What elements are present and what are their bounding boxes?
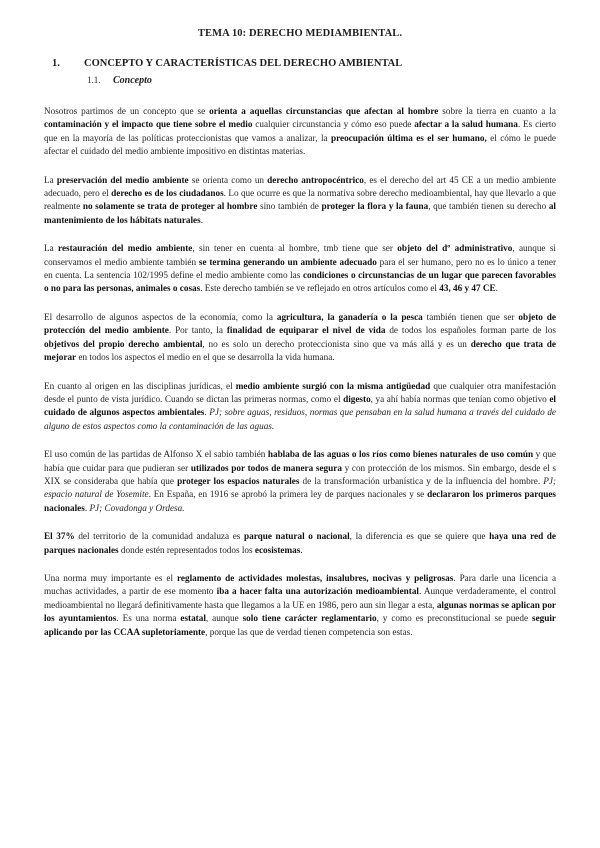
text-run: . Para darle una licencia a muchas actividades, a partir de ese momento	[44, 572, 557, 597]
text-run: . Es cierto que en la mayoría de las políticas proteccionistas que vamos a analizar, la	[44, 119, 556, 143]
section-heading	[52, 58, 402, 69]
bold-run: derecho que trata de mejorar	[44, 338, 556, 363]
text-run: . Por tanto, la	[168, 325, 227, 336]
text-run: , sin tener en cuenta al hombre, tmb tiene que ser	[192, 243, 398, 254]
text-run: Una norma muy importante es el	[44, 572, 177, 583]
bold-run: condiciones o circunstancias de un lugar que parecen favorables o no para las personas, animales o cosas	[44, 270, 556, 294]
paragraph-3	[44, 242, 556, 296]
text-run: sino también de	[257, 201, 322, 212]
document-body	[44, 105, 556, 654]
text-run: En cuanto al origen en las disciplinas jurídicas, el	[44, 380, 236, 391]
text-run: . Aunque verdaderamente, el control medioambiental no llegará definitivamente hasta que llegamos a la UE en 1986, pero aun sin llegar a esta,	[44, 586, 556, 610]
subsection-title: Concepto	[113, 75, 152, 86]
text-run: de la transformación urbanística y de la influencia del hombre.	[299, 475, 544, 486]
bold-run: orienta a aquellas circunstancias que afectan al hombre	[209, 106, 439, 116]
bold-run: utilizados por todos de manera segura	[190, 462, 342, 473]
bold-run: objeto del dº administrativo	[397, 243, 513, 254]
bold-run: objetivos del propio derecho ambiental	[44, 338, 203, 349]
text-run: donde estén representados todos los	[118, 544, 255, 555]
text-run: también tienen que ser	[422, 311, 519, 322]
text-run: .	[495, 283, 498, 294]
paragraph-4	[44, 311, 556, 365]
bold-run: declararon los primeros parques nacionales	[44, 489, 556, 513]
subsection-number: 1.1.	[87, 75, 101, 85]
bold-run: algunas normas se aplican por los ayuntamientos	[44, 599, 556, 624]
section-title: CONCEPTO Y CARACTERÍSTICAS DEL DERECHO AMBIENTAL	[84, 58, 403, 69]
bold-run: digesto	[343, 393, 371, 404]
bold-run: iba a hacer falta una autorización medioambiental	[216, 586, 419, 597]
text-run: el cómo le puede afectar el cuidado del medio ambiente impositivo en distintas materias.	[44, 132, 556, 157]
bold-run: al mantenimiento de los hábitats naturales	[44, 201, 556, 225]
text-run: , aunque si conservamos el medio ambiente también	[44, 243, 556, 267]
text-run: La	[44, 174, 57, 185]
bold-run: contaminación y el impacto que tiene sobre el medio	[44, 119, 253, 130]
text-run: que cualquier otra manifestación desde el punto de vista jurídico. Cuando se dictan las primeras normas, como el	[44, 380, 556, 404]
text-run: , la diferencia es que se quiere que	[349, 531, 490, 542]
bold-run: haya una red de parques nacionales	[44, 531, 556, 555]
text-run: , ya ahí había normas que tenían como objetivo	[370, 393, 550, 404]
bold-run: solo tiene carácter reglamentario	[242, 613, 377, 624]
text-run: .	[200, 214, 204, 225]
text-run: , es el derecho del art 45 CE a un medio ambiente adecuado, pero el	[44, 174, 556, 199]
text-run: . Es una norma	[116, 613, 181, 624]
text-run: , porque las que de verdad tienen competencia son estas.	[205, 626, 413, 637]
bold-run: derecho antropocéntrico	[267, 174, 364, 185]
text-run: .	[204, 407, 210, 418]
document-title: TEMA 10: DERECHO MEDIAMBIENTAL.	[197, 28, 403, 39]
paragraph-8	[44, 572, 556, 639]
bold-run: estatal	[180, 613, 206, 624]
section-number: 1.	[52, 58, 60, 69]
text-run: se orienta como un	[188, 174, 268, 185]
text-run: , aunque	[205, 613, 243, 624]
italic-run: PJ; espacio natural de Yosemite	[44, 475, 557, 500]
bold-run: afectar a la salud humana	[414, 119, 518, 130]
italic-run: PJ; sobre aguas, residuos, normas que pensaban en la salud humana a través del cuidado de alguno de estos aspectos como la contaminación de las aguas.	[44, 407, 556, 431]
bold-run: objeto de protección del medio ambiente	[44, 311, 556, 336]
text-run: .	[300, 544, 303, 555]
bold-run: El 37%	[44, 531, 75, 542]
bold-run: seguir aplicando por las CCAA supletoriamente	[44, 613, 556, 637]
bold-run: preservación del medio ambiente	[56, 174, 189, 185]
paragraph-6	[44, 448, 556, 515]
text-run: sobre la tierra en cuanto a la	[438, 106, 556, 116]
text-run: , y como es preconstitucional se puede	[376, 613, 532, 624]
bold-run: hablaba de las aguas o los ríos como bienes naturales de uso común	[267, 449, 534, 460]
text-run: en todos los aspectos el medio en el que se desarrolla la vida humana.	[76, 352, 335, 363]
bold-run: restauración del medio ambiente	[58, 243, 193, 254]
text-run: El uso común de las partidas de Alfonso X el sabio también	[44, 449, 268, 460]
bold-run: se termina generando un ambiente adecuado	[198, 256, 377, 267]
text-run: y con protección de los mismos. Sin embargo, desde el s XIX se consideraba que había que	[44, 462, 557, 486]
text-run: , no es solo un derecho proteccionista sino que va más allá y es un	[202, 338, 471, 349]
bold-run: 43, 46 y 47 CE	[439, 283, 496, 294]
subsection-heading	[87, 75, 152, 86]
bold-run: proteger los espacios naturales	[177, 475, 300, 486]
text-run: para el ser humano, pero no es lo único a tener en cuenta. La sentencia 102/1995 define el medio ambiente como las	[44, 256, 557, 281]
paragraph-2	[44, 174, 556, 228]
bold-run: ecosistemas	[254, 544, 301, 555]
bold-run: el cuidado de algunos aspectos ambientales	[44, 393, 556, 418]
paragraph-5	[44, 380, 556, 434]
bold-run: proteger la flora y la fauna	[321, 201, 429, 212]
text-run: . Lo que ocurre es que la normativa sobre derecho medioambiental, hay que llevarlo a que realmente	[44, 188, 556, 212]
bold-run: parque natural o nacional	[244, 531, 350, 542]
text-run: . En España, en 1916 se aprobó la primera ley de parques nacionales y se	[148, 489, 428, 500]
bold-run: reglamento de actividades molestas, insalubres, nocivas y peligrosas	[176, 572, 454, 583]
italic-run: PJ; Covadonga y Ordesa.	[89, 502, 185, 513]
text-run: , que también tienen su derecho	[428, 201, 549, 212]
text-run: y que había que cuidar para que pudieran ser	[44, 449, 556, 473]
text-run: cualquier circunstancia y cómo eso puede	[252, 119, 415, 130]
text-run: .	[84, 502, 90, 513]
paragraph-1	[44, 105, 556, 159]
text-run: . Este derecho también se ve reflejado en otros artículos como el	[200, 283, 440, 294]
text-run: Nosotros partimos de un concepto que se	[44, 106, 210, 116]
bold-run: derecho es de los ciudadanos	[111, 188, 224, 199]
paragraph-7	[44, 530, 556, 557]
bold-run: preocupación última es el ser humano,	[330, 132, 487, 143]
text-run: El desarrollo de algunos aspectos de la economía, como la	[44, 311, 277, 322]
bold-run: finalidad de equiparar el nivel de vida	[226, 325, 386, 336]
text-run: de todos los españoles forman parte de los	[385, 325, 556, 336]
text-run: del territorio de la comunidad andaluza es	[74, 531, 244, 542]
bold-run: agricultura, la ganadería o la pesca	[276, 311, 423, 322]
text-run: La	[44, 243, 59, 254]
bold-run: medio ambiente surgió con la misma antigüedad	[235, 380, 431, 391]
bold-run: no solamente se trata de proteger al hombre	[82, 201, 258, 212]
